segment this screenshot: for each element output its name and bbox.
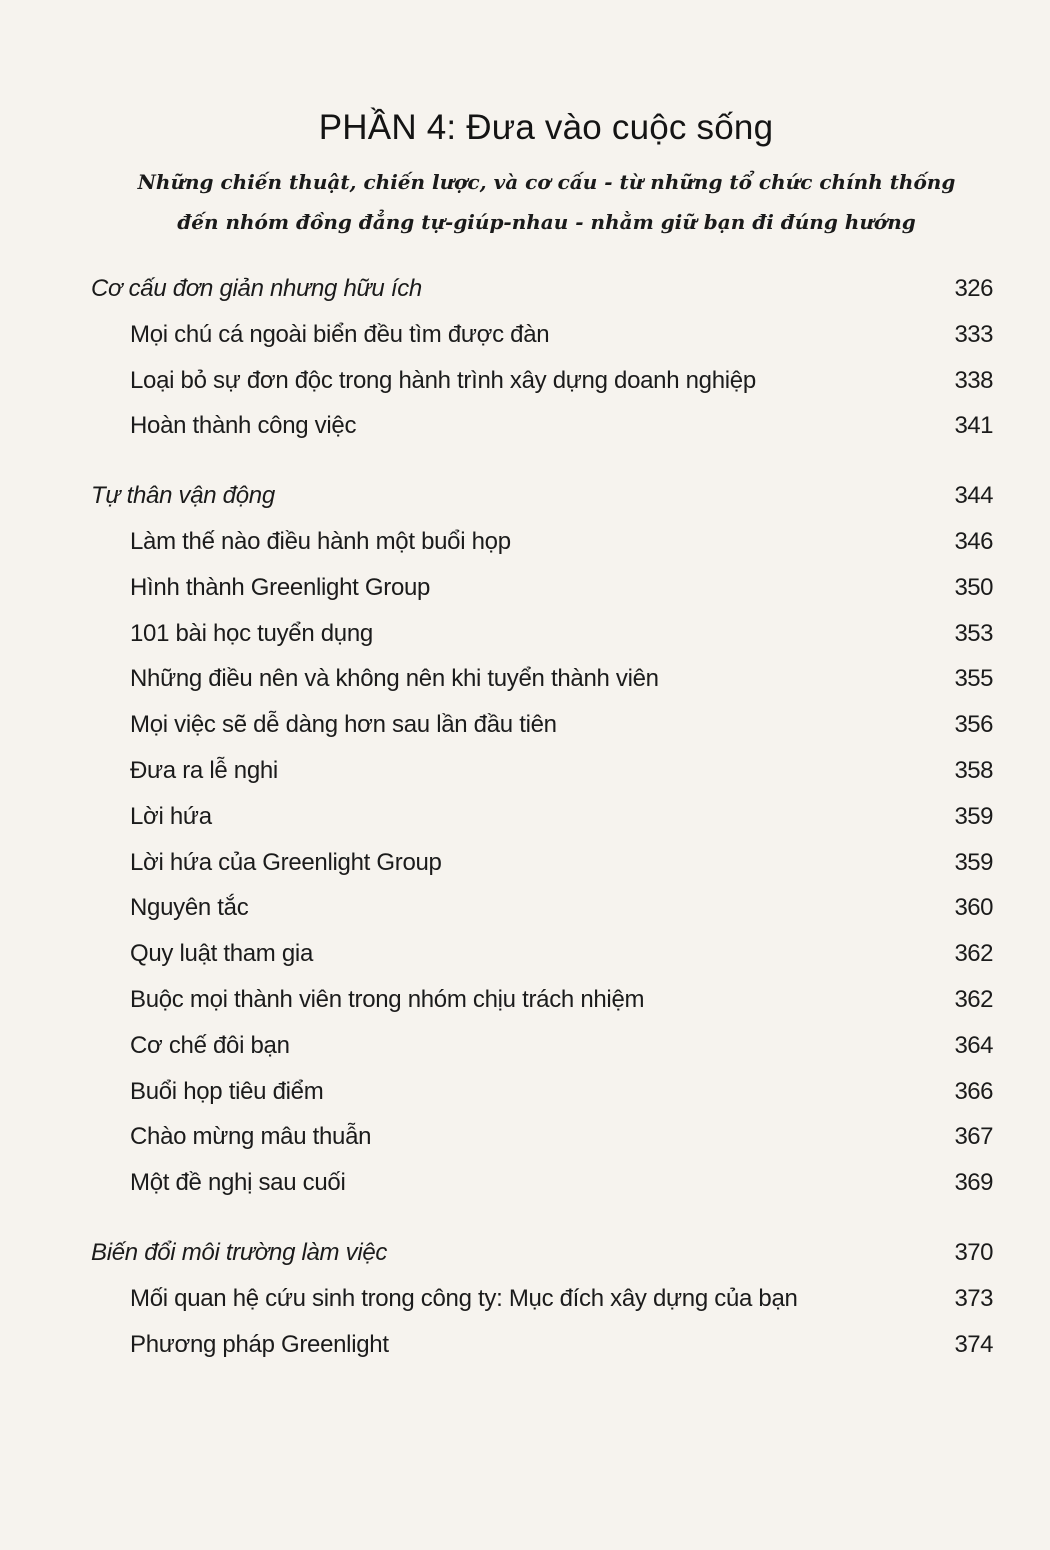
- toc-entry: [0, 1166, 1050, 1200]
- toc-entry: [0, 891, 1050, 925]
- toc-entry: [0, 1075, 1050, 1109]
- toc-entry: [0, 571, 1050, 605]
- toc-entry: [0, 525, 1050, 559]
- toc-entry: [0, 846, 1050, 880]
- toc-page-number: 374: [954, 1331, 993, 1358]
- toc-page-number: 356: [954, 711, 993, 738]
- toc-entry: [0, 1282, 1050, 1316]
- toc-page-number: 355: [954, 665, 993, 692]
- toc-entry-title: Buổi họp tiêu điểm: [130, 1078, 324, 1105]
- toc-entry: [0, 754, 1050, 788]
- toc-page-number: 359: [954, 803, 993, 830]
- toc-page-number: 326: [954, 275, 993, 302]
- toc-entry-title: Phương pháp Greenlight: [130, 1331, 389, 1358]
- toc-page-number: 360: [954, 894, 993, 921]
- toc-entry-title: Lời hứa của Greenlight Group: [130, 849, 442, 876]
- toc-page-number: 366: [954, 1078, 993, 1105]
- toc-page-number: 344: [954, 482, 993, 509]
- part-title: PHẦN 4: Đưa vào cuộc sống: [318, 108, 774, 147]
- toc-entry: [0, 1029, 1050, 1063]
- toc-entry-title: Làm thế nào điều hành một buổi họp: [130, 528, 511, 555]
- toc-page-number: 341: [954, 412, 993, 439]
- toc-section-title: Biến đổi môi trường làm việc: [91, 1239, 388, 1266]
- toc-entry-title: Đưa ra lễ nghi: [130, 757, 278, 784]
- toc-page-number: 370: [954, 1239, 993, 1266]
- toc-entry-title: Những điều nên và không nên khi tuyển thành viên: [130, 665, 659, 692]
- toc-entry-title: Loại bỏ sự đơn độc trong hành trình xây dựng doanh nghiệp: [130, 367, 756, 394]
- toc-entry: [0, 364, 1050, 398]
- toc-entry-title: Mối quan hệ cứu sinh trong công ty: Mục đích xây dựng của bạn: [130, 1285, 798, 1312]
- toc-entry-title: Quy luật tham gia: [130, 940, 313, 967]
- toc-entry: [0, 1120, 1050, 1154]
- toc-entry-title: 101 bài học tuyển dụng: [130, 620, 373, 647]
- toc-entry-title: Nguyên tắc: [130, 894, 249, 921]
- toc-entry-title: Buộc mọi thành viên trong nhóm chịu trách nhiệm: [130, 986, 645, 1013]
- toc-entry: [0, 1328, 1050, 1362]
- toc-page-number: 353: [954, 620, 993, 647]
- toc-page-number: 367: [954, 1123, 993, 1150]
- toc-page-number: 364: [954, 1032, 993, 1059]
- toc-section-title: Cơ cấu đơn giản nhưng hữu ích: [91, 275, 422, 302]
- toc-entry: [0, 983, 1050, 1017]
- toc-entry: [0, 409, 1050, 443]
- toc-page-number: 338: [954, 367, 993, 394]
- toc-entry: [0, 617, 1050, 651]
- toc-entry-title: Lời hứa: [130, 803, 212, 830]
- toc-entry: [0, 662, 1050, 696]
- toc-entry-title: Một đề nghị sau cuối: [130, 1169, 346, 1196]
- toc-entry-title: Mọi chú cá ngoài biển đều tìm được đàn: [130, 321, 550, 348]
- toc-entry: [0, 937, 1050, 971]
- toc-page-number: 369: [954, 1169, 993, 1196]
- toc-page-number: 350: [954, 574, 993, 601]
- part-subtitle-line-1: Những chiến thuật, chiến lược, và cơ cấu - từ những tổ chức chính thống: [137, 170, 956, 194]
- toc-entry: [0, 800, 1050, 834]
- toc-page-number: 358: [954, 757, 993, 784]
- toc-entry-title: Chào mừng mâu thuẫn: [130, 1123, 372, 1150]
- toc-entry: [0, 708, 1050, 742]
- toc-section: [0, 479, 1050, 513]
- toc-entry-title: Cơ chế đôi bạn: [130, 1032, 290, 1059]
- toc-entry-title: Hình thành Greenlight Group: [130, 574, 431, 601]
- part-subtitle-line-2: đến nhóm đồng đẳng tự-giúp-nhau - nhằm giữ bạn đi đúng hướng: [177, 210, 916, 234]
- toc-page-number: 373: [954, 1285, 993, 1312]
- toc-page-number: 362: [954, 986, 993, 1013]
- toc-entry: [0, 318, 1050, 352]
- toc-page-number: 362: [954, 940, 993, 967]
- toc-section-title: Tự thân vận động: [91, 482, 275, 509]
- toc-entry-title: Mọi việc sẽ dễ dàng hơn sau lần đầu tiên: [130, 711, 557, 738]
- toc-section: [0, 272, 1050, 306]
- toc-entry-title: Hoàn thành công việc: [130, 412, 357, 439]
- toc-page-number: 346: [954, 528, 993, 555]
- toc-page-number: 359: [954, 849, 993, 876]
- toc-section: [0, 1236, 1050, 1270]
- toc-page-number: 333: [954, 321, 993, 348]
